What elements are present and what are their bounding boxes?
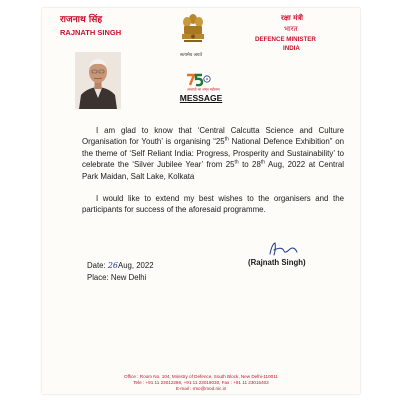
title-english-line1: DEFENCE MINISTER [255, 36, 316, 43]
date-label: Date: [87, 261, 106, 270]
title-hindi-line1: रक्षा मंत्री [281, 14, 303, 22]
name-english: RAJNATH SINGH [60, 28, 122, 37]
message-paragraph-2: I would like to extend my best wishes to the organisers and the participants for success of the aforesaid programme. [82, 194, 344, 215]
para1-sup1: th [224, 136, 229, 143]
signer-name: (Rajnath Singh) [248, 258, 306, 267]
azadi-logo-number [211, 75, 212, 76]
place-value: New Delhi [110, 273, 147, 282]
azadi-logo-text: आज़ादी का अमृत महोत्सव [187, 87, 220, 92]
handwritten-signature [264, 240, 304, 258]
date-rest: Aug, 2022 [118, 261, 154, 270]
place-label: Place: [87, 273, 109, 282]
footer-phone: Tele : +91 11 23012286, +91 11 23019030, Fax : +91 11 23015403 [133, 380, 269, 385]
para1-sup2: th [234, 159, 239, 166]
place-line [87, 273, 146, 282]
para1-part2: National Defence Exhibition” on the theme of ‘Self Reliant India: Progress, Prosperity and Sustainability’ to celebrate the ‘Silver Jubilee Year’ from 25 [82, 137, 344, 170]
para1-part3: to 28 [238, 160, 261, 170]
footer-email: E-mail : rmo@mod.nic.in [175, 386, 227, 391]
letter-page [42, 8, 360, 394]
emblem-motto: सत्यमेव जयते [180, 53, 203, 58]
title-english-line2: INDIA [283, 45, 300, 52]
national-emblem-icon [178, 12, 208, 50]
message-heading: MESSAGE [179, 93, 223, 103]
para1-sup3: th [260, 159, 265, 166]
date-day: 26 [107, 261, 118, 270]
para1-part4: Aug, 2022 at Central Park Maidan, Salt Lake, Kolkata [82, 160, 344, 181]
name-hindi: राजनाथ सिंह [60, 15, 103, 25]
date-line [87, 261, 154, 270]
title-hindi-line2: भारत [284, 25, 298, 33]
azadi-ka-amrit-mahotsav-logo [185, 70, 223, 92]
para1-part1: I am glad to know that ‘Central Calcutta Science and Culture Organisation for Youth’ is organising “25 [82, 126, 344, 147]
message-paragraph-1 [82, 125, 344, 182]
footer-address: Office : Room No. 104, Ministry of Defence, South Block, New Delhi-110011 [124, 374, 278, 379]
